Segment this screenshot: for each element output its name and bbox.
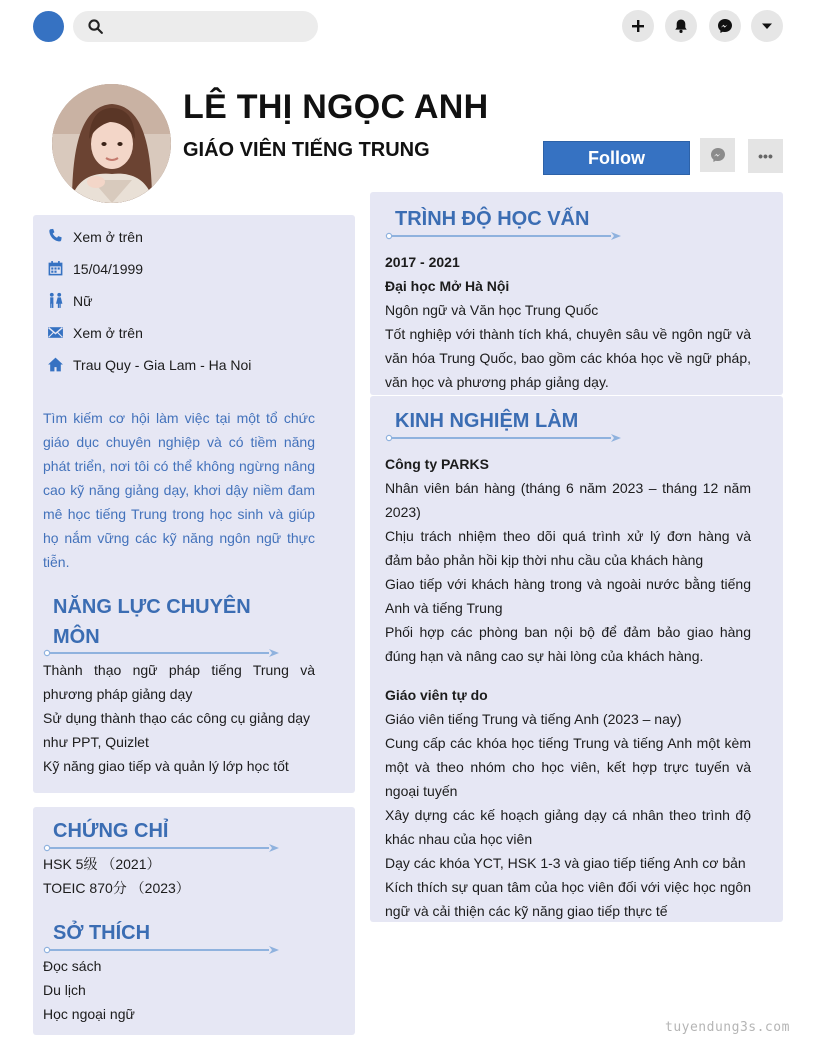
more-options-button[interactable]: •••	[748, 139, 783, 173]
job-line: Phối hợp các phòng ban nội bộ để đảm bảo giao hàng đúng hạn và nâng cao sự hài lòng của khách hàng.	[385, 624, 751, 664]
contact-address	[46, 355, 251, 374]
hobby-item: Đọc sách	[43, 958, 102, 974]
brand-logo[interactable]	[33, 11, 64, 42]
hobby-item: Du lịch	[43, 982, 86, 998]
notifications-button[interactable]	[665, 10, 697, 42]
contact-email	[46, 323, 143, 342]
section-title-hobbies: SỞ THÍCH	[53, 922, 151, 944]
home-icon	[46, 355, 65, 374]
contact-text: Xem ở trên	[73, 324, 143, 341]
section-divider	[385, 433, 623, 443]
account-menu-button[interactable]	[751, 10, 783, 42]
certificate-item: HSK 5级 （2021）	[43, 856, 161, 872]
hobby-item: Học ngoại ngữ	[43, 1006, 135, 1022]
job-line: Xây dựng các kế hoạch giảng dạy cá nhân theo trình độ khác nhau của học viên	[385, 807, 751, 847]
section-divider	[43, 648, 281, 658]
job-line: Giáo viên tiếng Trung và tiếng Anh (2023 – nay)	[385, 711, 682, 727]
contact-text: Trau Quy - Gia Lam - Ha Noi	[73, 356, 252, 373]
caret-down-icon	[759, 18, 775, 34]
skill-item: Kỹ năng giao tiếp và quản lý lớp học tốt	[43, 758, 289, 774]
contact-gender	[46, 291, 92, 310]
job-title: GIÁO VIÊN TIẾNG TRUNG	[183, 139, 430, 161]
skill-item: Thành thạo ngữ pháp tiếng Trung và phương pháp giảng dạy	[43, 662, 315, 702]
follow-button[interactable]: Follow	[543, 141, 690, 175]
job-line: Chịu trách nhiệm theo dõi quá trình xử lý đơn hàng và đảm bảo phản hồi kịp thời nhu cầu của khách hàng	[385, 528, 751, 568]
gender-icon	[46, 291, 65, 310]
page-title: LÊ THỊ NGỌC ANH	[183, 88, 489, 126]
messenger-button[interactable]	[709, 10, 741, 42]
phone-icon	[46, 227, 65, 246]
job-line: Cung cấp các khóa học tiếng Trung và tiếng Anh một kèm một và theo nhóm cho học viên, kết hợp trực tuyến và ngoại tuyến	[385, 735, 751, 799]
profile-photo	[52, 84, 171, 203]
mail-icon	[46, 323, 65, 342]
contact-text: Nữ	[73, 292, 93, 309]
education-period: 2017 - 2021	[385, 254, 460, 270]
skill-item: Sử dụng thành thạo các công cụ giảng dạy như PPT, Quizlet	[43, 710, 311, 750]
job-company: Công ty PARKS	[385, 456, 489, 472]
messenger-icon	[710, 147, 726, 163]
section-title-experience: KINH NGHIỆM LÀM	[395, 410, 579, 432]
section-title-skills: NĂNG LỰC CHUYÊN	[53, 596, 251, 618]
section-title-certificates: CHỨNG CHỈ	[53, 820, 169, 842]
contact-text: Xem ở trên	[73, 228, 143, 245]
contact-phone	[46, 227, 143, 246]
job-line: Nhân viên bán hàng (tháng 6 năm 2023 – tháng 12 năm 2023)	[385, 480, 751, 520]
education-major: Ngôn ngữ và Văn học Trung Quốc	[385, 302, 599, 318]
contact-text: 15/04/1999	[73, 260, 144, 277]
job-line: Kích thích sự quan tâm của học viên đối với việc học ngôn ngữ và cải thiện các kỹ năng giao tiếp thực tế	[385, 879, 751, 919]
job-company: Giáo viên tự do	[385, 687, 488, 703]
avatar	[52, 84, 171, 203]
search-icon	[87, 18, 104, 35]
certificate-item: TOEIC 870分 （2023）	[43, 880, 190, 896]
bell-icon	[673, 18, 689, 34]
messenger-icon	[717, 18, 733, 34]
calendar-icon	[46, 259, 65, 278]
create-button[interactable]	[622, 10, 654, 42]
job-line: Dạy các khóa YCT, HSK 1-3 và giao tiếp tiếng Anh cơ bản	[385, 855, 746, 871]
section-title-skills-cont: MÔN	[53, 626, 100, 648]
job-line: Giao tiếp với khách hàng trong và ngoài nước bằng tiếng Anh và tiếng Trung	[385, 576, 751, 616]
section-title-education: TRÌNH ĐỘ HỌC VẤN	[395, 208, 590, 230]
search-input[interactable]	[73, 11, 318, 42]
career-objective: Tìm kiếm cơ hội làm việc tại một tổ chức giáo dục chuyên nghiệp và có tiềm năng phát triển, nơi tôi có thể không ngừng nâng cao kỹ năng giảng dạy, khơi dậy niềm đam mê học tiếng Trung trong học sinh và giúp họ nắm vững các kỹ năng ngôn ngữ thực tiễn.	[43, 410, 315, 570]
education-school: Đại học Mở Hà Nội	[385, 278, 510, 294]
section-divider	[385, 231, 623, 241]
message-button[interactable]	[700, 138, 735, 172]
contact-birthday	[46, 259, 143, 278]
plus-icon	[630, 18, 646, 34]
watermark: tuyendung3s.com	[665, 1020, 790, 1035]
education-description: Tốt nghiệp với thành tích khá, chuyên sâu về ngôn ngữ và văn hóa Trung Quốc, bao gồm các khóa học về ngữ pháp, văn học và phương pháp giảng dạy.	[385, 326, 751, 390]
